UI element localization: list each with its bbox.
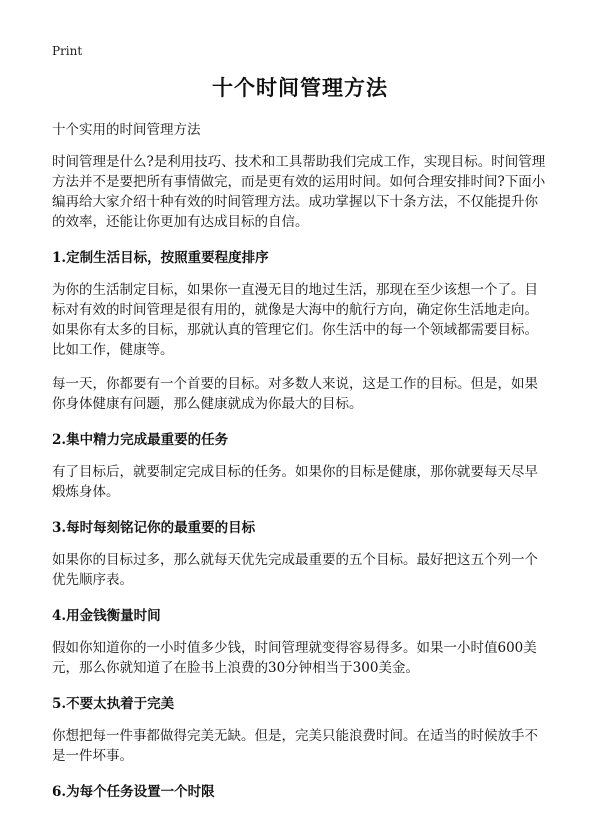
page-title: 十个时间管理方法 [212,75,388,100]
section-heading: 5.不要太执着于完美 [52,696,175,712]
section-heading: 3.每时每刻铭记你的最重要的目标 [52,520,256,536]
intro-paragraph: 时间管理是什么?是利用技巧、技术和工具帮助我们完成工作，实现目标。时间管理方法并不是要把所有事情做完，而是更有效的运用时间。如何合理安排时间?下面小编再给大家介绍十种有效的时间管理方法。成功掌握以下十条方法，不仅能提升你的效率，还能让你更加有达成目标的自信。 [52,154,546,230]
section-paragraph: 如果你的目标过多，那么就每天优先完成最重要的五个目标。最好把这五个列一个优先顺序表。 [52,552,538,588]
section-heading: 6.为每个任务设置一个时限 [52,784,215,800]
section-paragraph: 你想把每一件事都做得完美无缺。但是，完美只能浪费时间。在适当的时候放手不是一件坏事。 [52,728,538,764]
section-heading: 1.定制生活目标，按照重要程度排序 [52,250,269,266]
section-paragraph: 每一天，你都要有一个首要的目标。对多数人来说，这是工作的目标。但是，如果你身体健康有问题，那么健康就成为你最大的目标。 [52,376,538,412]
print-link[interactable]: Print [52,44,83,58]
section-paragraph: 为你的生活制定目标，如果你一直漫无目的地过生活，那现在至少该想一个了。目标对有效的时间管理是很有用的，就像是大海中的航行方向，确定你生活地走向。如果你有太多的目标，那就认真的管理它们。你生活中的每一个领域都需要目标。比如工作，健康等。 [52,282,538,358]
section-heading: 2.集中精力完成最重要的任务 [52,432,229,448]
section-heading: 4.用金钱衡量时间 [52,608,161,624]
section-paragraph: 假如你知道你的一小时值多少钱，时间管理就变得容易得多。如果一小时值600美元，那么你就知道了在脸书上浪费的30分钟相当于300美金。 [52,640,537,676]
section-paragraph: 有了目标后，就要制定完成目标的任务。如果你的目标是健康，那你就要每天尽早煅炼身体。 [52,464,538,500]
article-subtitle: 十个实用的时间管理方法 [52,122,201,138]
